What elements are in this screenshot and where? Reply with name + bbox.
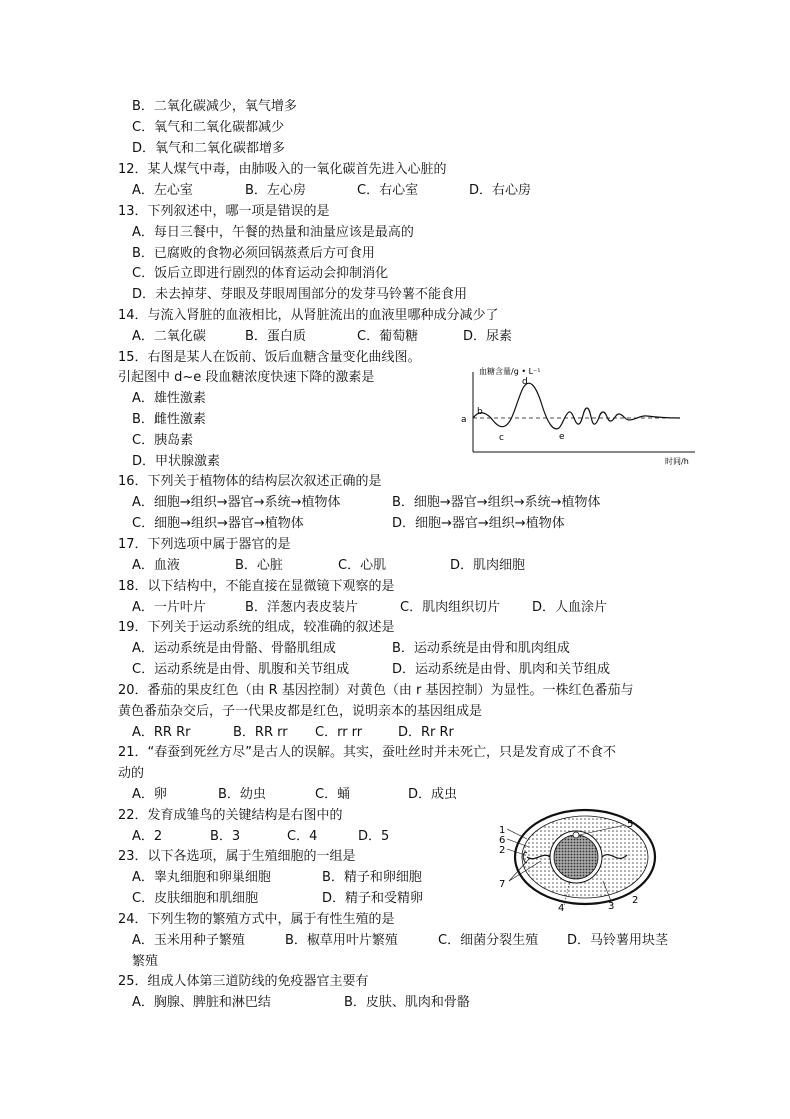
q24-option-d-continued: 繁殖 — [132, 954, 159, 969]
q12-option-b: B．左心房 — [245, 183, 306, 198]
chart-point-e: e — [559, 432, 565, 442]
q24-stem: 24．下列生物的繁殖方式中，属于有性生殖的是 — [118, 912, 395, 927]
q24-option-c: C．细菌分裂生殖 — [438, 933, 539, 948]
q25-option-b: B．皮肤、肌肉和骨骼 — [344, 995, 470, 1010]
q16-stem: 16．下列关于植物体的结构层次叙述正确的是 — [118, 474, 382, 489]
q16-option-b: B．细胞→器官→组织→系统→植物体 — [392, 495, 601, 510]
q20-stem-line2: 黄色番茄杂交后，子一代果皮都是红色，说明亲本的基因组成是 — [118, 704, 483, 719]
egg-label-7: 7 — [499, 879, 506, 890]
q19-stem: 19．下列关于运动系统的组成，较准确的叙述是 — [118, 620, 395, 635]
q14-stem: 14．与流入肾脏的血液相比，从肾脏流出的血液里哪种成分减少了 — [118, 308, 499, 323]
chart-point-c: c — [499, 433, 504, 443]
q25-option-a: A．胸腺、脾脏和淋巴结 — [132, 995, 271, 1010]
q19-option-d: D．运动系统是由骨、肌肉和关节组成 — [392, 662, 611, 677]
q21-option-d: D．成虫 — [408, 787, 458, 802]
q19-option-b: B．运动系统是由骨和肌肉组成 — [392, 641, 570, 656]
chart-point-d: d — [522, 377, 528, 387]
q22-option-a: A．2 — [132, 829, 163, 844]
q16-option-d: D．细胞→器官→组织→植物体 — [392, 516, 565, 531]
q19-option-a: A．运动系统是由骨骼、骨骼肌组成 — [132, 641, 336, 656]
q20-option-d: D．Rr Rr — [398, 725, 454, 740]
q24-option-b: B．椒草用叶片繁殖 — [285, 933, 398, 948]
q23-option-d: D．精子和受精卵 — [322, 891, 424, 906]
q11-option-c: C．氧气和二氧化碳都减少 — [132, 120, 285, 135]
q15-option-a: A．雄性激素 — [132, 391, 206, 406]
q20-stem-line1: 20．番茄的果皮红色（由 R 基因控制）对黄色（由 r 基因控制）为显性。一株红色番茄与 — [118, 683, 634, 698]
q12-option-c: C．右心室 — [357, 183, 419, 198]
q17-option-a: A．血液 — [132, 558, 180, 573]
q18-stem: 18．以下结构中，不能直接在显微镜下观察的是 — [118, 579, 395, 594]
q25-stem: 25．组成人体第三道防线的免疫器官主要有 — [118, 974, 369, 989]
q11-option-d: D．氧气和二氧化碳都增多 — [132, 141, 286, 156]
q17-option-d: D．肌肉细胞 — [450, 558, 526, 573]
chart-curve — [473, 383, 680, 429]
q18-option-d: D．人血涂片 — [532, 600, 608, 615]
q12-option-a: A．左心室 — [132, 183, 193, 198]
egg-label-2-left: 2 — [499, 845, 506, 856]
q22-option-c: C．4 — [287, 829, 318, 844]
q20-option-a: A．RR Rr — [132, 725, 191, 740]
q14-option-b: B．蛋白质 — [245, 329, 306, 344]
q20-option-b: B．RR rr — [233, 725, 288, 740]
q13-option-b: B．已腐败的食物必须回锅蒸煮后方可食用 — [132, 246, 375, 261]
q24-option-a: A．玉米用种子繁殖 — [132, 933, 245, 948]
q17-stem: 17．下列选项中属于器官的是 — [118, 537, 291, 552]
egg-label-1: 1 — [499, 825, 506, 836]
egg-label-3: 3 — [608, 901, 615, 912]
chart-point-b: b — [477, 407, 483, 417]
q15-stem-line1: 15．右图是某人在饭前、饭后血糖含量变化曲线图。 — [118, 350, 421, 365]
q22-option-b: B．3 — [210, 829, 241, 844]
chart-point-a: a — [461, 415, 467, 425]
q14-option-a: A．二氧化碳 — [132, 329, 206, 344]
q17-option-b: B．心脏 — [235, 558, 283, 573]
q12-stem: 12．某人煤气中毒，由肺吸入的一氧化碳首先进入心脏的 — [118, 162, 447, 177]
q17-option-c: C．心肌 — [338, 558, 387, 573]
chart-ylabel: 血糖含量/g • L⁻¹ — [479, 367, 541, 376]
q11-option-b: B．二氧化碳减少，氧气增多 — [132, 99, 297, 114]
egg-label-2-right: 2 — [632, 895, 639, 906]
q20-option-c: C．rr rr — [315, 725, 363, 740]
egg-label-6: 6 — [499, 835, 506, 846]
q22-option-d: D．5 — [358, 829, 390, 844]
q13-option-a: A．每日三餐中，午餐的热量和油量应该是最高的 — [132, 225, 414, 240]
q21-stem-line1: 21．“春蚕到死丝方尽”是古人的误解。其实，蚕吐丝时并未死亡，只是发育成了不食不 — [118, 745, 617, 760]
q16-option-a: A．细胞→组织→器官→系统→植物体 — [132, 495, 341, 510]
egg-label-5: 5 — [627, 819, 634, 830]
q14-option-d: D．尿素 — [463, 329, 513, 344]
chart-xlabel: 时间/h — [665, 457, 689, 466]
yolk — [554, 835, 598, 879]
germinal-disc — [573, 832, 579, 838]
q19-option-c: C．运动系统是由骨、肌腹和关节组成 — [132, 662, 350, 677]
egg-diagram — [495, 805, 665, 915]
q13-stem: 13．下列叙述中，哪一项是错误的是 — [118, 204, 330, 219]
q13-option-d: D．未去掉芽、芽眼及芽眼周围部分的发芽马铃薯不能食用 — [132, 287, 468, 302]
q22-stem: 22．发育成雏鸟的关键结构是右图中的 — [118, 808, 343, 823]
blood-sugar-chart — [455, 360, 705, 470]
q18-option-c: C．肌肉组织切片 — [400, 600, 501, 615]
q15-option-c: C．胰岛素 — [132, 433, 194, 448]
q15-option-b: B．雌性激素 — [132, 412, 206, 427]
q23-option-a: A．睾丸细胞和卵巢细胞 — [132, 870, 271, 885]
q24-option-d: D．马铃薯用块茎 — [567, 933, 669, 948]
q16-option-c: C．细胞→组织→器官→植物体 — [132, 516, 304, 531]
q13-option-c: C．饭后立即进行剧烈的体育运动会抑制消化 — [132, 266, 389, 281]
q15-stem-line2: 引起图中 d~e 段血糖浓度快速下降的激素是 — [118, 370, 375, 385]
q23-stem: 23．以下各选项，属于生殖细胞的一组是 — [118, 849, 356, 864]
q23-option-c: C．皮肤细胞和肌细胞 — [132, 891, 259, 906]
q21-option-c: C．蛹 — [315, 787, 351, 802]
egg-label-4: 4 — [558, 903, 565, 914]
q18-option-b: B．洋葱内表皮装片 — [245, 600, 358, 615]
q21-option-a: A．卵 — [132, 787, 167, 802]
q18-option-a: A．一片叶片 — [132, 600, 206, 615]
q21-stem-line2: 动的 — [118, 766, 145, 781]
q12-option-d: D．右心房 — [469, 183, 532, 198]
q21-option-b: B．幼虫 — [218, 787, 266, 802]
q15-option-d: D．甲状腺激素 — [132, 454, 221, 469]
q14-option-c: C．葡萄糖 — [357, 329, 419, 344]
q23-option-b: B．精子和卵细胞 — [322, 870, 422, 885]
